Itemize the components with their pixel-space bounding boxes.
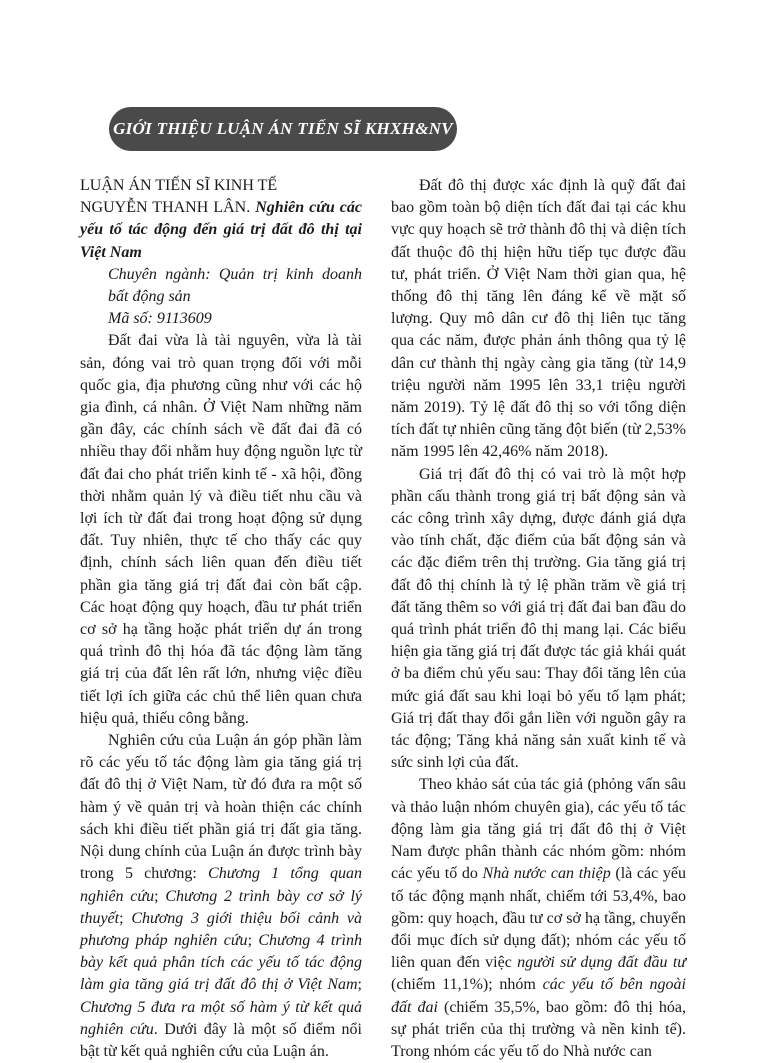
p2-text-end: . Dưới đây là một số điểm nổi bật từ kết quả nghiên cứu của Luận án. bbox=[80, 1020, 363, 1060]
chapter-3: Chương 3 giới thiệu bối cảnh và phương pháp nghiên cứu bbox=[80, 909, 362, 949]
p3-italic-1: Nhà nước can thiệp bbox=[482, 865, 611, 883]
right-paragraph-3 bbox=[391, 774, 686, 1063]
chapter-1: Chương 1 tổng quan nghiên cứu bbox=[80, 865, 362, 905]
right-paragraph-2: Giá trị đất đô thị có vai trò là một hợp phần cấu thành trong giá trị bất động sản và các công trình xây dựng, được đánh giá dựa vào tính chất, đặc điểm của bất động sản và các đặc điểm trên thị trường. Gia tăng giá trị đất đô thị chính là tỷ lệ phần trăm về giá trị đất tăng thêm so với giá trị đất đai ban đầu do quá trình phát triển đô thị mang lại. Các biểu hiện gia tăng giá trị đất được tác giả khái quát ở ba điểm chủ yếu sau: Thay đổi tăng lên của mức giá đất sau khi loại bỏ yếu tố lạm phát; Giá trị đất thay đổi gắn liền với nguồn gây ra tác động; Tăng khả năng sản xuất kinh tế và sức sinh lợi của đất. bbox=[391, 465, 686, 772]
left-paragraph-2 bbox=[80, 730, 362, 1063]
p2-sep-1: ; bbox=[154, 887, 166, 905]
right-paragraph-1: Đất đô thị được xác định là quỹ đất đai bao gồm toàn bộ diện tích đất đai tại các khu vực quy hoạch sẽ trở thành đô thị và diện tích đất thuộc đô thị hiện hữu tiếp tục được đầu tư, phát triển. Ở Việt Nam thời gian qua, hệ thống đô thị tăng lên đáng kể về mặt số lượng. Quy mô dân cư đô thị liên tục tăng qua các năm, được phản ánh thông qua tỷ lệ dân cư thành thị ngày càng gia tăng (từ 14,9 triệu người năm 1995 lên 33,1 triệu người năm 2019). Tỷ lệ đất đô thị so với tổng diện tích đất tự nhiên cũng tăng đột biến (từ 2,53% năm 1995 lên 42,46% năm 2018). bbox=[391, 177, 686, 461]
p3-text-a: Theo khảo sát của tác giả (phỏng vấn sâu và thảo luận nhóm chuyên gia), các yếu tố tác động làm gia tăng giá trị đất đô thị ở Việt Nam được phân thành các nhóm gồm: nhóm các yếu tố do bbox=[391, 776, 686, 883]
author-name: NGUYỄN THANH LÂN. bbox=[80, 199, 251, 217]
chapter-2: Chương 2 trình bày cơ sở lý thuyết bbox=[80, 887, 362, 927]
chapter-5: Chương 5 đưa ra một số hàm ý từ kết quả nghiên cứu bbox=[80, 998, 362, 1038]
p2-sep-2: ; bbox=[119, 909, 132, 927]
specialty: Chuyên ngành: Quản trị kinh doanh bất động sản bbox=[108, 265, 362, 306]
banner-title: GIỚI THIỆU LUẬN ÁN TIẾN SĨ KHXH&NV bbox=[113, 119, 453, 138]
left-paragraph-1: Đất đai vừa là tài nguyên, vừa là tài sản, đóng vai trò quan trọng đối với mỗi quốc gia, địa phương cũng như với các hộ gia đình, cá nhân. Ở Việt Nam những năm gần đây, các chính sách về đất đai đã có nhiều thay đổi nhằm huy động nguồn lực từ đất đai cho phát triển kinh tế - xã hội, đồng thời nhằm quản lý và điều tiết nhu cầu và lợi ích từ đất đai trong hoạt động sử dụng đất. Tuy nhiên, thực tế cho thấy các quy định, chính sách liên quan đến điều tiết phần gia tăng giá trị đất đai còn bất cập. Các hoạt động quy hoạch, đầu tư phát triển cơ sở hạ tầng hoặc phát triển dự án trong quá trình đô thị hóa đã tác động làm tăng giá trị của đất lên rất lớn, nhưng việc điều tiết lợi ích giữa các chủ thể liên quan chưa hiệu quả, thiếu công bằng. bbox=[80, 332, 362, 727]
thesis-code: Mã số: 9113609 bbox=[108, 310, 212, 328]
right-column bbox=[391, 175, 686, 1063]
thesis-title: Nghiên cứu các yếu tố tác động đến giá trị đất đô thị tại Việt Nam bbox=[80, 199, 363, 261]
p3-text-d: (chiếm 35,5%, bao gồm: đô thị hóa, sự phát triển của thị trường và nền kinh tế). Trong nhóm các yếu tố do Nhà nước can bbox=[391, 998, 686, 1060]
section-banner bbox=[109, 107, 457, 151]
chapter-4: Chương 4 trình bày kết quả phân tích các yếu tố tác động làm gia tăng giá trị đất đô thị ở Việt Nam bbox=[80, 931, 362, 994]
p3-italic-3: các yếu tố bên ngoài đất đai bbox=[391, 976, 687, 1016]
p3-italic-2: người sử dụng đất đầu tư bbox=[517, 954, 687, 972]
p3-text-b: (là các yếu tố tác động mạnh nhất, chiếm tới 53,4%, bao gồm: quy hoạch, đầu tư cơ sở hạ tầng, chuyển đổi mục đích sử dụng đất); nhóm các yếu tố liên quan đến việc bbox=[391, 865, 686, 972]
p2-sep-3: ; bbox=[247, 931, 259, 949]
p2-sep-4: ; bbox=[357, 976, 362, 994]
thesis-citation bbox=[80, 197, 362, 264]
p2-text-a: Nghiên cứu của Luận án góp phần làm rõ các yếu tố tác động làm gia tăng giá trị đất đô thị ở Việt Nam, từ đó đưa ra một số hàm ý về quản trị và hoàn thiện các chính sách khi điều tiết phần giá trị đất gia tăng. Nội dung chính của Luận án được trình bày trong 5 chương: bbox=[80, 732, 362, 883]
thesis-heading: LUẬN ÁN TIẾN SĨ KINH TẾ bbox=[80, 177, 278, 194]
p3-text-c: (chiếm 11,1%); nhóm bbox=[391, 976, 543, 994]
left-column bbox=[80, 175, 362, 1063]
